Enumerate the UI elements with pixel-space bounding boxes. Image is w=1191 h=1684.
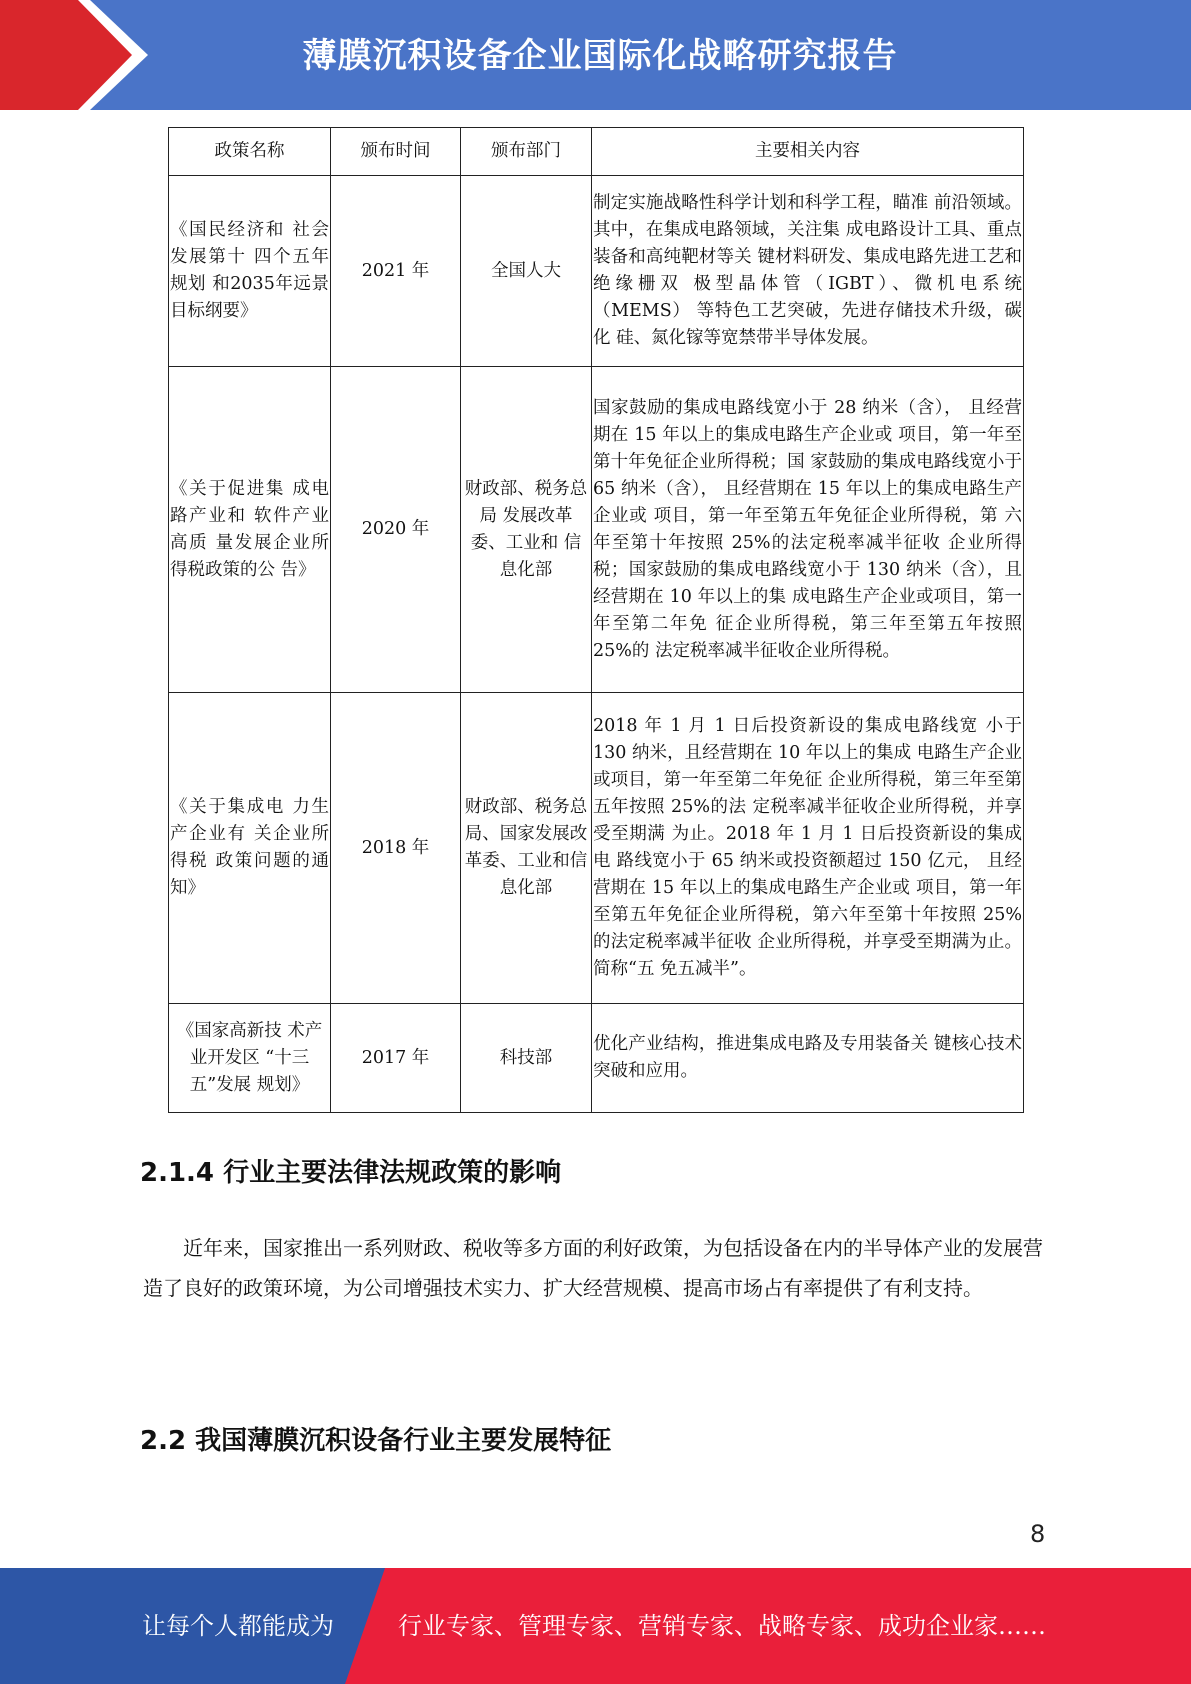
col-header-content: 主要相关内容 <box>592 128 1024 176</box>
page-footer <box>0 1568 1191 1684</box>
policy-content-cell: 优化产业结构，推进集成电路及专用装备关 键核心技术突破和应用。 <box>592 1004 1024 1113</box>
policy-date-cell: 2021 年 <box>331 176 461 367</box>
policy-dept-cell: 财政部、税务总局、国家发展改革委、工业和信息化部 <box>461 693 592 1004</box>
table-header-row <box>169 128 1024 176</box>
col-header-department: 颁布部门 <box>461 128 592 176</box>
report-title: 薄膜沉积设备企业国际化战略研究报告 <box>302 36 898 76</box>
policy-content-cell: 2018 年 1 月 1 日后投资新设的集成电路线宽 小于 130 纳米，且经营期在 10 年以上的集成 电路生产企业或项目，第一年至第二年免征 企业所得税，第三年至第五年按照 25%的法 定税率减半征收企业所得税，并享受至期满 为止。2018 年 1 月 1 日后投资新设的集成电 路线宽小于 65 纳米或投资额超过 150 亿元， 且经营期在 15 年以上的集成电路生产企业或 项目，第一年至第五年免征企业所得税，第六年至第十年按照 25%的法定税率减半征收 企业所得税，并享受至期满为止。简称“五 免五减半”。 <box>592 693 1024 1004</box>
policy-dept-cell: 科技部 <box>461 1004 592 1113</box>
policy-name-cell: 《国家高新技 术产业开发区 “十三五”发展 规划》 <box>169 1004 331 1113</box>
report-header <box>0 0 1191 110</box>
policy-name-cell: 《国民经济和 社会发展第十 四个五年规划 和2035年远景 目标纲要》 <box>169 176 331 367</box>
policy-name-cell: 《关于集成电 力生产企业有 关企业所得税 政策问题的通 知》 <box>169 693 331 1004</box>
col-header-date: 颁布时间 <box>331 128 461 176</box>
section-heading-2-1-4: 2.1.4 行业主要法律法规政策的影响 <box>140 1158 562 1188</box>
policy-dept-cell: 全国人大 <box>461 176 592 367</box>
section-paragraph: 近年来，国家推出一系列财政、税收等多方面的利好政策，为包括设备在内的半导体产业的发展营造了良好的政策环境，为公司增强技术实力、扩大经营规模、提高市场占有率提供了有利支持。 <box>143 1236 1043 1300</box>
page-number: 8 <box>1030 1520 1046 1548</box>
section-heading-2-2: 2.2 我国薄膜沉积设备行业主要发展特征 <box>140 1426 612 1456</box>
header-arrow-decoration <box>0 0 150 110</box>
policy-dept-cell: 财政部、税务总局 发展改革 委、工业和 信息化部 <box>461 367 592 693</box>
table-row <box>169 176 1024 367</box>
policy-date-cell: 2020 年 <box>331 367 461 693</box>
table-row <box>169 367 1024 693</box>
policy-date-cell: 2017 年 <box>331 1004 461 1113</box>
table-row <box>169 693 1024 1004</box>
policy-date-cell: 2018 年 <box>331 693 461 1004</box>
footer-slogan-left: 让每个人都能成为 <box>142 1612 334 1640</box>
col-header-policy-name: 政策名称 <box>169 128 331 176</box>
footer-slogan-right: 行业专家、管理专家、营销专家、战略专家、成功企业家…… <box>398 1612 1046 1640</box>
policy-content-cell: 国家鼓励的集成电路线宽小于 28 纳米（含）， 且经营期在 15 年以上的集成电路生产企业或 项目，第一年至第十年免征企业所得税；国 家鼓励的集成电路线宽小于 65 纳米（含）， 且经营期在 15 年以上的集成电路生产企业或 项目，第一年至第五年免征企业所得税，第 六年至第十年按照 25%的法定税率减半征收 企业所得税；国家鼓励的集成电路线宽小于 130 纳米（含），且经营期在 10 年以上的集 成电路生产企业或项目，第一年至第二年免 征企业所得税，第三年至第五年按照 25%的 法定税率减半征收企业所得税。 <box>592 367 1024 693</box>
policy-content-cell: 制定实施战略性科学计划和科学工程，瞄准 前沿领域。其中，在集成电路领域，关注集 成电路设计工具、重点装备和高纯靶材等关 键材料研发、集成电路先进工艺和绝缘栅双 极型晶体管（IGBT）、微机电系统（MEMS） 等特色工艺突破，先进存储技术升级，碳化 硅、氮化镓等宽禁带半导体发展。 <box>592 176 1024 367</box>
policy-table <box>168 127 1024 1113</box>
table-row <box>169 1004 1024 1113</box>
policy-name-cell: 《关于促进集 成电路产业和 软件产业高质 量发展企业所 得税政策的公 告》 <box>169 367 331 693</box>
